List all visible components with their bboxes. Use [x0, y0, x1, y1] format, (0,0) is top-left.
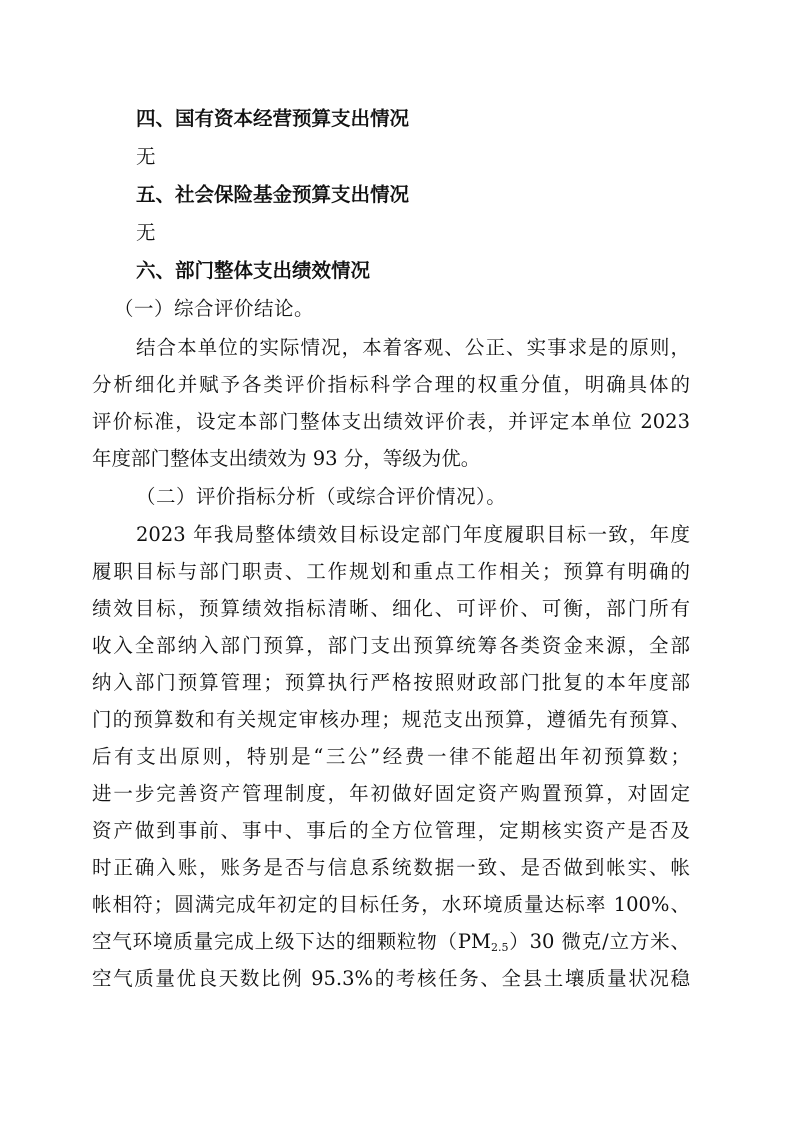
paragraph-line: 进一步完善资产管理制度，年初做好固定资产购置预算，对固定 [92, 782, 690, 805]
paragraph-line: 年度部门整体支出绩效为 93 分，等级为优。 [92, 447, 481, 470]
paragraph-line: 空气质量优良天数比例 95.3%的考核任务、全县土壤质量状况稳 [92, 967, 690, 990]
section-4-title: 四、国有资本经营预算支出情况 [136, 107, 410, 130]
section-5-body: 无 [136, 221, 156, 244]
pm-subscript: 2.5 [490, 941, 509, 954]
subsection-6-2-title: （二）评价指标分析（或综合评价情况）。 [136, 485, 507, 508]
paragraph-line: 2023 年我局整体绩效目标设定部门年度履职目标一致，年度 [136, 523, 690, 546]
paragraph-line: 时正确入账，账务是否与信息系统数据一致、是否做到帐实、帐 [92, 856, 690, 879]
paragraph-line: 帐相符；圆满完成年初定的目标任务，水环境质量达标率 100%、 [92, 893, 690, 916]
subsection-6-1-title: （一）综合评价结论。 [114, 297, 315, 320]
paragraph-line: 评价标准，设定本部门整体支出绩效评价表，并评定本单位 2023 [92, 410, 690, 433]
section-4-body: 无 [136, 145, 156, 168]
pm-line-post: ）30 微克/立方米、 [508, 930, 690, 953]
paragraph-line: 结合本单位的实际情况，本着客观、公正、实事求是的原则， [136, 336, 690, 359]
paragraph-line: 门的预算数和有关规定审核办理；规范支出预算，遵循先有预算、 [92, 708, 690, 731]
paragraph-line: 纳入部门预算管理；预算执行严格按照财政部门批复的本年度部 [92, 671, 690, 694]
paragraph-line: 分析细化并赋予各类评价指标科学合理的权重分值，明确具体的 [92, 373, 690, 396]
paragraph-line: 绩效目标，预算绩效指标清晰、细化、可评价、可衡，部门所有 [92, 597, 690, 620]
paragraph-line: 履职目标与部门职责、工作规划和重点工作相关；预算有明确的 [92, 560, 690, 583]
paragraph-line: 后有支出原则，特别是“三公”经费一律不能超出年初预算数； [92, 745, 690, 768]
paragraph-line-pm [92, 927, 690, 963]
section-5-title: 五、社会保险基金预算支出情况 [136, 183, 410, 206]
pm-line-pre: 空气环境质量完成上级下达的细颗粒物（PM [92, 930, 491, 953]
paragraph-line: 收入全部纳入部门预算，部门支出预算统筹各类资金来源，全部 [92, 634, 690, 657]
section-6-title: 六、部门整体支出绩效情况 [136, 259, 371, 282]
paragraph-line: 资产做到事前、事中、事后的全方位管理，定期核实资产是否及 [92, 819, 690, 842]
